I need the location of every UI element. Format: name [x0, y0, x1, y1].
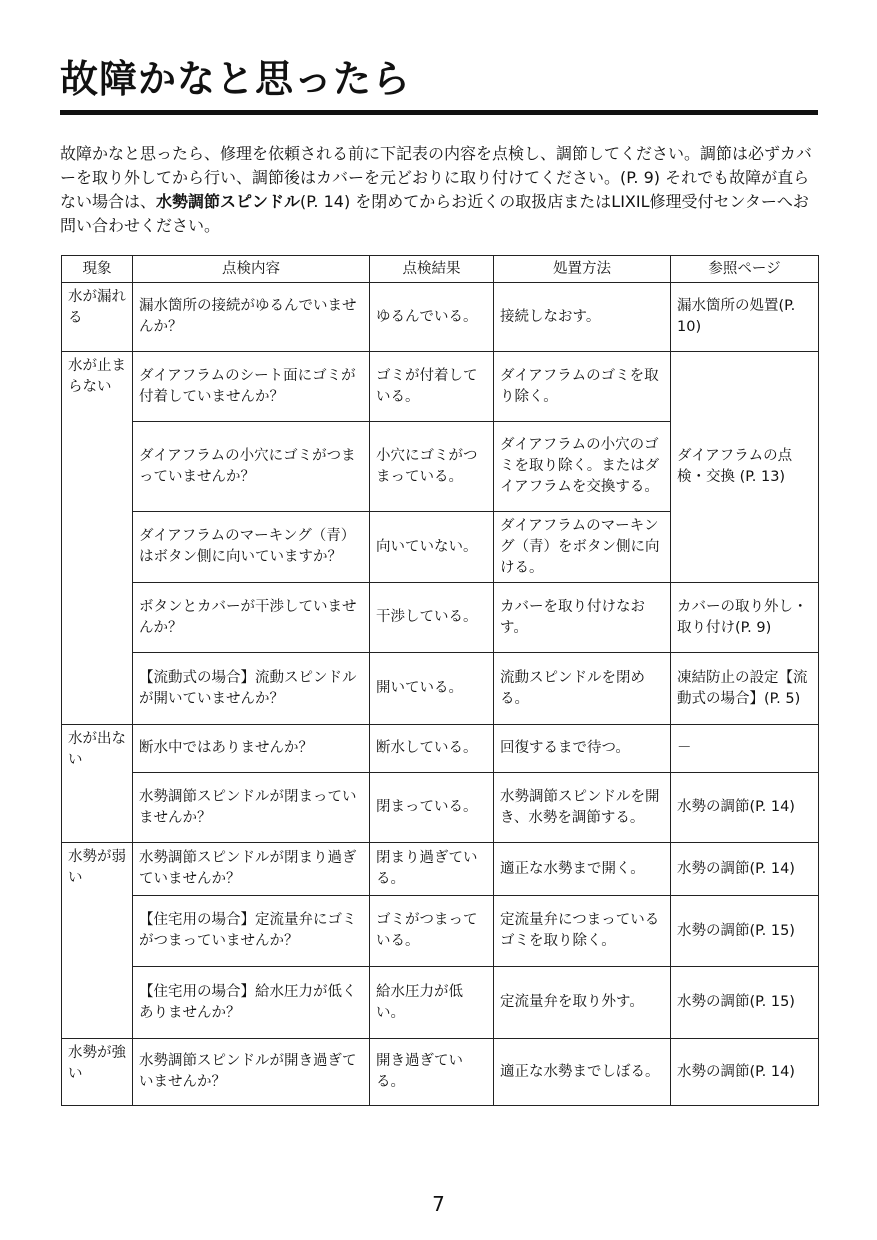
check-cell: 【住宅用の場合】定流量弁にゴミがつまっていませんか？ — [133, 896, 370, 967]
result-cell: 断水している。 — [370, 725, 494, 773]
table-row — [62, 283, 819, 352]
action-cell: 適正な水勢までしぼる。 — [494, 1039, 671, 1106]
reference-cell: 凍結防止の設定【流動式の場合】(P. 5) — [671, 653, 819, 725]
reference-cell: 水勢の調節(P. 14) — [671, 843, 819, 896]
header-action: 処置方法 — [494, 256, 671, 283]
header-check: 点検内容 — [133, 256, 370, 283]
symptom-cell: 水勢が弱い — [62, 843, 133, 1039]
action-cell: 流動スピンドルを閉める。 — [494, 653, 671, 725]
table-row — [62, 352, 819, 422]
intro-text-1: 故障かなと思ったら、修理を依頼される前に下記表の内容を点検し、調節してください。調節は必ずカバーを取り外してから行い、調節後はカバーを元どおりに取り付けてください。(P. 9) それでも故障が直らない場合は、 — [60, 144, 812, 211]
action-cell: 適正な水勢まで開く。 — [494, 843, 671, 896]
table-row — [62, 725, 819, 773]
page-number: 7 — [432, 1192, 445, 1216]
symptom-cell: 水が出ない — [62, 725, 133, 843]
check-cell: 【流動式の場合】流動スピンドルが開いていませんか？ — [133, 653, 370, 725]
intro-paragraph — [60, 142, 820, 238]
check-cell: ボタンとカバーが干渉していませんか？ — [133, 583, 370, 653]
intro-bold-spindle: 水勢調節スピンドル — [156, 192, 301, 211]
check-cell: 断水中ではありませんか？ — [133, 725, 370, 773]
table-row — [62, 773, 819, 843]
table-row — [62, 896, 819, 967]
result-cell: 向いていない。 — [370, 512, 494, 583]
action-cell: 定流量弁につまっているゴミを取り除く。 — [494, 896, 671, 967]
table-header-row — [62, 256, 819, 283]
troubleshooting-table — [61, 255, 819, 1106]
result-cell: 閉まっている。 — [370, 773, 494, 843]
page-title: 故障かなと思ったら — [60, 57, 412, 101]
action-cell: ダイアフラムのゴミを取り除く。 — [494, 352, 671, 422]
action-cell: 接続しなおす。 — [494, 283, 671, 352]
reference-cell: ダイアフラムの点検・交換 (P. 13) — [671, 352, 819, 583]
header-reference: 参照ページ — [671, 256, 819, 283]
result-cell: 開き過ぎている。 — [370, 1039, 494, 1106]
result-cell: ゴミが付着している。 — [370, 352, 494, 422]
reference-cell: － — [671, 725, 819, 773]
reference-cell: 漏水箇所の処置(P. 10) — [671, 283, 819, 352]
result-cell: 閉まり過ぎている。 — [370, 843, 494, 896]
check-cell: ダイアフラムのマーキング（青）はボタン側に向いていますか？ — [133, 512, 370, 583]
check-cell: 水勢調節スピンドルが開き過ぎていませんか？ — [133, 1039, 370, 1106]
check-cell: 水勢調節スピンドルが閉まっていませんか？ — [133, 773, 370, 843]
header-symptom: 現象 — [62, 256, 133, 283]
check-cell: ダイアフラムの小穴にゴミがつまっていませんか？ — [133, 422, 370, 512]
result-cell: 干渉している。 — [370, 583, 494, 653]
reference-cell: 水勢の調節(P. 15) — [671, 896, 819, 967]
symptom-cell: 水が漏れる — [62, 283, 133, 352]
check-cell: 水勢調節スピンドルが閉まり過ぎていませんか？ — [133, 843, 370, 896]
result-cell: ゴミがつまっている。 — [370, 896, 494, 967]
action-cell: カバーを取り付けなおす。 — [494, 583, 671, 653]
symptom-cell: 水が止まらない — [62, 352, 133, 725]
reference-cell: 水勢の調節(P. 14) — [671, 1039, 819, 1106]
result-cell: 小穴にゴミがつまっている。 — [370, 422, 494, 512]
result-cell: ゆるんでいる。 — [370, 283, 494, 352]
table-row — [62, 1039, 819, 1106]
symptom-cell: 水勢が強い — [62, 1039, 133, 1106]
action-cell: 回復するまで待つ。 — [494, 725, 671, 773]
action-cell: ダイアフラムのマーキング（青）をボタン側に向ける。 — [494, 512, 671, 583]
reference-cell: 水勢の調節(P. 15) — [671, 967, 819, 1039]
table-row — [62, 653, 819, 725]
check-cell: ダイアフラムのシート面にゴミが付着していませんか？ — [133, 352, 370, 422]
reference-cell: 水勢の調節(P. 14) — [671, 773, 819, 843]
action-cell: 水勢調節スピンドルを開き、水勢を調節する。 — [494, 773, 671, 843]
result-cell: 給水圧力が低い。 — [370, 967, 494, 1039]
result-cell: 開いている。 — [370, 653, 494, 725]
title-underline — [60, 110, 818, 115]
table-row — [62, 967, 819, 1039]
action-cell: 定流量弁を取り外す。 — [494, 967, 671, 1039]
action-cell: ダイアフラムの小穴のゴミを取り除く。またはダイアフラムを交換する。 — [494, 422, 671, 512]
check-cell: 【住宅用の場合】給水圧力が低くありませんか？ — [133, 967, 370, 1039]
table-row — [62, 843, 819, 896]
intro-text-2: (P. 14) を閉めてからお近くの取扱店またはLIXIL修理受付センターへお問い合わせください。 — [60, 192, 809, 235]
table-row — [62, 583, 819, 653]
header-result: 点検結果 — [370, 256, 494, 283]
reference-cell: カバーの取り外し・取り付け(P. 9) — [671, 583, 819, 653]
check-cell: 漏水箇所の接続がゆるんでいませんか？ — [133, 283, 370, 352]
